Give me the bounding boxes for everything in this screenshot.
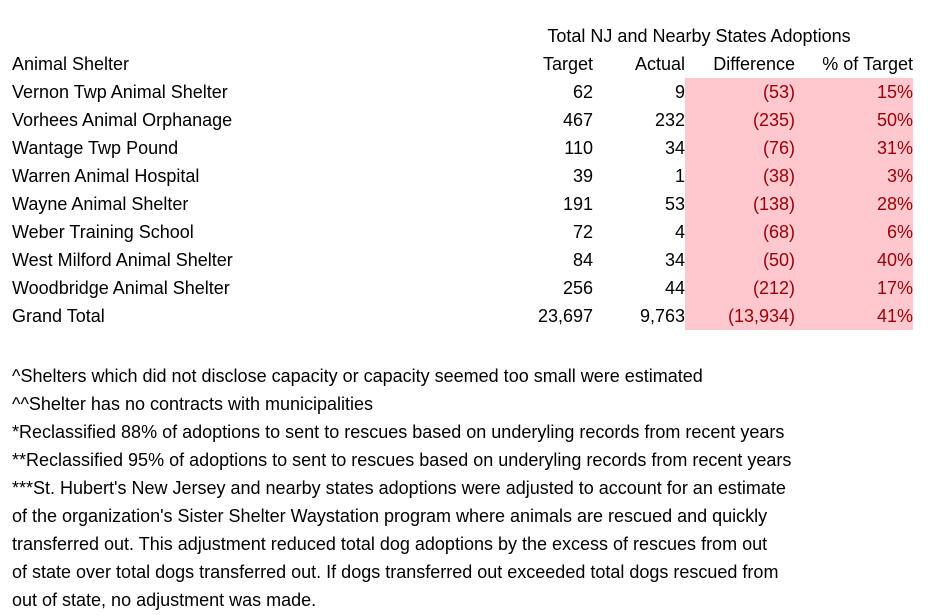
cell-difference: (50)	[685, 246, 795, 274]
cell-shelter: Weber Training School	[12, 222, 194, 242]
cell-shelter: Vernon Twp Animal Shelter	[12, 82, 228, 102]
cell-shelter: Woodbridge Animal Shelter	[12, 278, 230, 298]
table-row	[12, 78, 913, 106]
cell-actual: 1	[674, 166, 685, 186]
cell-difference: (13,934)	[685, 302, 795, 330]
cell-target: 39	[572, 166, 593, 186]
group-header: Total NJ and Nearby States Adoptions	[547, 26, 851, 46]
cell-target: 62	[572, 82, 593, 102]
group-header-spacer	[12, 22, 485, 50]
cell-shelter: Wayne Animal Shelter	[12, 194, 189, 214]
footnotes	[12, 362, 913, 614]
cell-difference: (53)	[685, 78, 795, 106]
footnote-line: ***St. Hubert's New Jersey and nearby states adoptions were adjusted to account for an estimate	[12, 478, 786, 498]
adoptions-table-wrap	[12, 22, 913, 330]
cell-pct-of-target: 3%	[795, 162, 913, 190]
cell-target: 72	[572, 222, 593, 242]
cell-target: 191	[562, 194, 593, 214]
cell-actual: 44	[664, 278, 685, 298]
footnote-line: of state over total dogs transferred out. If dogs transferred out exceeded total dogs rescued from	[12, 562, 779, 582]
cell-pct-of-target: 15%	[795, 78, 913, 106]
column-header-pct-of-target: % of Target	[822, 54, 913, 74]
cell-shelter: Warren Animal Hospital	[12, 166, 200, 186]
column-header-actual: Actual	[634, 54, 685, 74]
cell-actual: 9,763	[639, 306, 685, 326]
cell-pct-of-target: 40%	[795, 246, 913, 274]
cell-actual: 232	[654, 110, 685, 130]
table-row	[12, 274, 913, 302]
cell-target: 23,697	[537, 306, 593, 326]
group-header-row	[12, 22, 913, 50]
column-header-shelter: Animal Shelter	[12, 54, 130, 74]
cell-actual: 53	[664, 194, 685, 214]
table-row	[12, 246, 913, 274]
table-row	[12, 162, 913, 190]
adoptions-table	[12, 22, 913, 330]
footnote-line: *Reclassified 88% of adoptions to sent to rescues based on underyling records from recent years	[12, 422, 785, 442]
cell-difference: (235)	[685, 106, 795, 134]
cell-pct-of-target: 31%	[795, 134, 913, 162]
footnote-line: out of state, no adjustment was made.	[12, 590, 317, 610]
cell-difference: (38)	[685, 162, 795, 190]
footnote-line: ^^Shelter has no contracts with municipalities	[12, 394, 374, 414]
footnote-line: **Reclassified 95% of adoptions to sent to rescues based on underyling records from recent years	[12, 450, 792, 470]
cell-pct-of-target: 17%	[795, 274, 913, 302]
grand-total-row	[12, 302, 913, 330]
cell-target: 84	[572, 250, 593, 270]
cell-target: 467	[562, 110, 593, 130]
cell-difference: (138)	[685, 190, 795, 218]
cell-pct-of-target: 28%	[795, 190, 913, 218]
cell-target: 110	[564, 138, 593, 158]
footnote-line: ^Shelters which did not disclose capacity or capacity seemed too small were estimated	[12, 366, 703, 386]
cell-difference: (76)	[685, 134, 795, 162]
cell-pct-of-target: 50%	[795, 106, 913, 134]
cell-pct-of-target: 6%	[795, 218, 913, 246]
cell-shelter: Vorhees Animal Orphanage	[12, 110, 233, 130]
cell-shelter: Wantage Twp Pound	[12, 138, 179, 158]
table-row	[12, 190, 913, 218]
column-header-row	[12, 50, 913, 78]
footnote-line: of the organization's Sister Shelter Waystation program where animals are rescued and quickly	[12, 506, 768, 526]
cell-difference: (68)	[685, 218, 795, 246]
table-row	[12, 134, 913, 162]
cell-actual: 34	[664, 138, 685, 158]
cell-target: 256	[562, 278, 593, 298]
cell-actual: 9	[674, 82, 685, 102]
table-row	[12, 218, 913, 246]
cell-difference: (212)	[685, 274, 795, 302]
cell-shelter: Grand Total	[12, 306, 105, 326]
footnote-line: transferred out. This adjustment reduced total dog adoptions by the excess of rescues from out	[12, 534, 768, 554]
cell-pct-of-target: 41%	[795, 302, 913, 330]
column-header-target: Target	[542, 54, 593, 74]
table-row	[12, 106, 913, 134]
column-header-difference: Difference	[713, 54, 795, 74]
cell-shelter: West Milford Animal Shelter	[12, 250, 233, 270]
cell-actual: 34	[664, 250, 685, 270]
cell-actual: 4	[674, 222, 685, 242]
